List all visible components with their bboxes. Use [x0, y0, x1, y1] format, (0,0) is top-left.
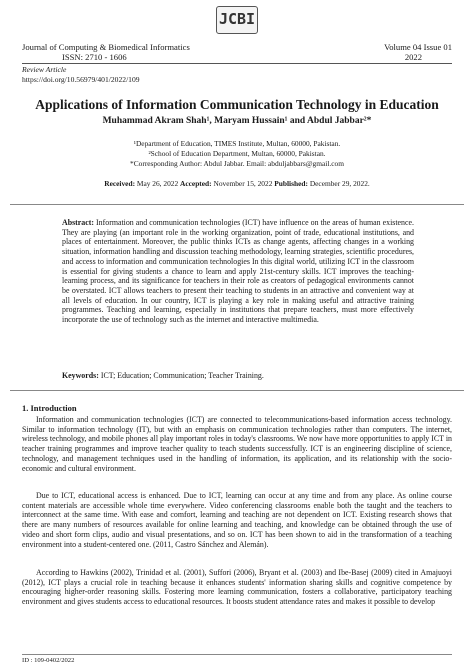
received-date: May 26, 2022 [136, 179, 179, 188]
keywords-text: ICT; Education; Communication; Teacher Training. [100, 371, 264, 380]
accepted-label: Accepted: [180, 179, 212, 188]
affiliation-1: ¹Department of Education, TIMES Institute, Multan, 60000, Pakistan. [133, 139, 341, 148]
abstract-text: Information and communication technologies (ICT) have influence on the areas of human existence. They are playing (an important role in the working organization, point of trade, educational institutions, and places of entertainment. Moreover, the public thinks ICTs as change agents, affecting changes in a working situation, information handling and discussion teaching methodology, learning strategies, scientific procedures, and access to information and communication technologies In this digital world, utilizing ICT in the classroom is essential for giving students a chance to learn and apply 21st-century skills. ICT improves the teaching-learning process, and its significance for teachers in their role as creators of pedagogical environments cannot be overstated. ICT allows teachers to present their teaching to students in an attractive and convenient way at all levels of education. In our country, ICT is playing a key role in making useful and attractive training programmes. Teaching and learning, especially in institutions that prepare teachers, must more effectively incorporate the use of technology such as the internet and interactive multimedia. [62, 218, 414, 325]
abstract [62, 218, 414, 325]
abstract-top-rule [10, 204, 464, 205]
published-label: Published: [274, 179, 308, 188]
section-heading-introduction: 1. Introduction [22, 403, 77, 413]
authors: Muhammad Akram Shah¹, Maryam Hussain¹ and Abdul Jabbar²* [102, 116, 372, 126]
intro-paragraph-2: Due to ICT, educational access is enhanced. Due to ICT, learning can occur at any time and from any place. As online course content materials are accessible whole time everywhere. Video conferencing classrooms enable both the taught and the teachers to interconnect at the same time. With ease and comfort, learning and teaching are not dependent on ICT. Existing research shows that there are many numbers of resources available for online learning and teaching, and knowledge can be obtained through the use of video and short form clips, audio and visual presentations, and so on. ICT has been shown to aid in the transformation of a teaching environment into a student-centered one. (2011, Castro Sánchez and Alemán). [22, 491, 452, 549]
volume-issue: Volume 04 Issue 01 [384, 42, 452, 52]
abstract-bottom-rule [10, 390, 464, 391]
published-date: December 29, 2022. [309, 179, 370, 188]
article-type: Review Article [22, 65, 67, 74]
year: 2022 [404, 52, 422, 62]
doi-link[interactable]: https://doi.org/10.56979/401/2022/109 [22, 75, 140, 84]
corresponding-author: *Corresponding Author: Abdul Jabbar. Email: abduljabbars@gmail.com [130, 159, 344, 168]
footer-rule [22, 654, 452, 655]
keywords [62, 371, 414, 381]
received-label: Received: [104, 179, 136, 188]
accepted-date: November 15, 2022 [213, 179, 273, 188]
intro-paragraph-1: Information and communication technologies (ICT) are connected to telecommunications-based information access technology. Similar to information technology (IT), but with an emphasis on communication technologies rather than computers. The internet, wireless technology, and mobile phones all play important roles in today's classrooms. We now have more opportunities to apply ICT in teacher training programmes and improve teacher quality to teach students successfully. ICT is an engineering discipline of science, technology, and management techniques used in the handling of information, its application, and its relationship with the socio-economic and cultural environment. [22, 415, 452, 473]
footer-id: ID : 109-0402/2022 [22, 657, 75, 664]
dates-line [0, 179, 474, 188]
keywords-label: Keywords: [62, 371, 99, 380]
journal-logo: JCBI [216, 6, 258, 34]
header-rule [22, 63, 452, 64]
intro-paragraph-3: According to Hawkins (2002), Trinidad et al. (2001), Suffori (2006), Bryant et al. (2003) and Ibe-Basej (2009) cited in Amajuoyi (2012), ICT plays a crucial role in teaching because it enhances students' information sharing skills and cognitive competence by encouraging higher-order reasoning skills. Fostering more learning communication, fosters a collaborative, participatory teaching environment and gives students access to educational resources. It boosts student attendance rates and makes it possible to develop [22, 568, 452, 607]
affiliation-2: ²School of Education Department, Multan, 60000, Pakistan. [148, 149, 326, 158]
journal-name: Journal of Computing & Biomedical Informatics [22, 42, 190, 52]
paper-title: Applications of Information Communication Technology in Education [35, 97, 439, 112]
issn: ISSN: 2710 - 1606 [62, 52, 127, 62]
abstract-label: Abstract: [62, 218, 94, 227]
